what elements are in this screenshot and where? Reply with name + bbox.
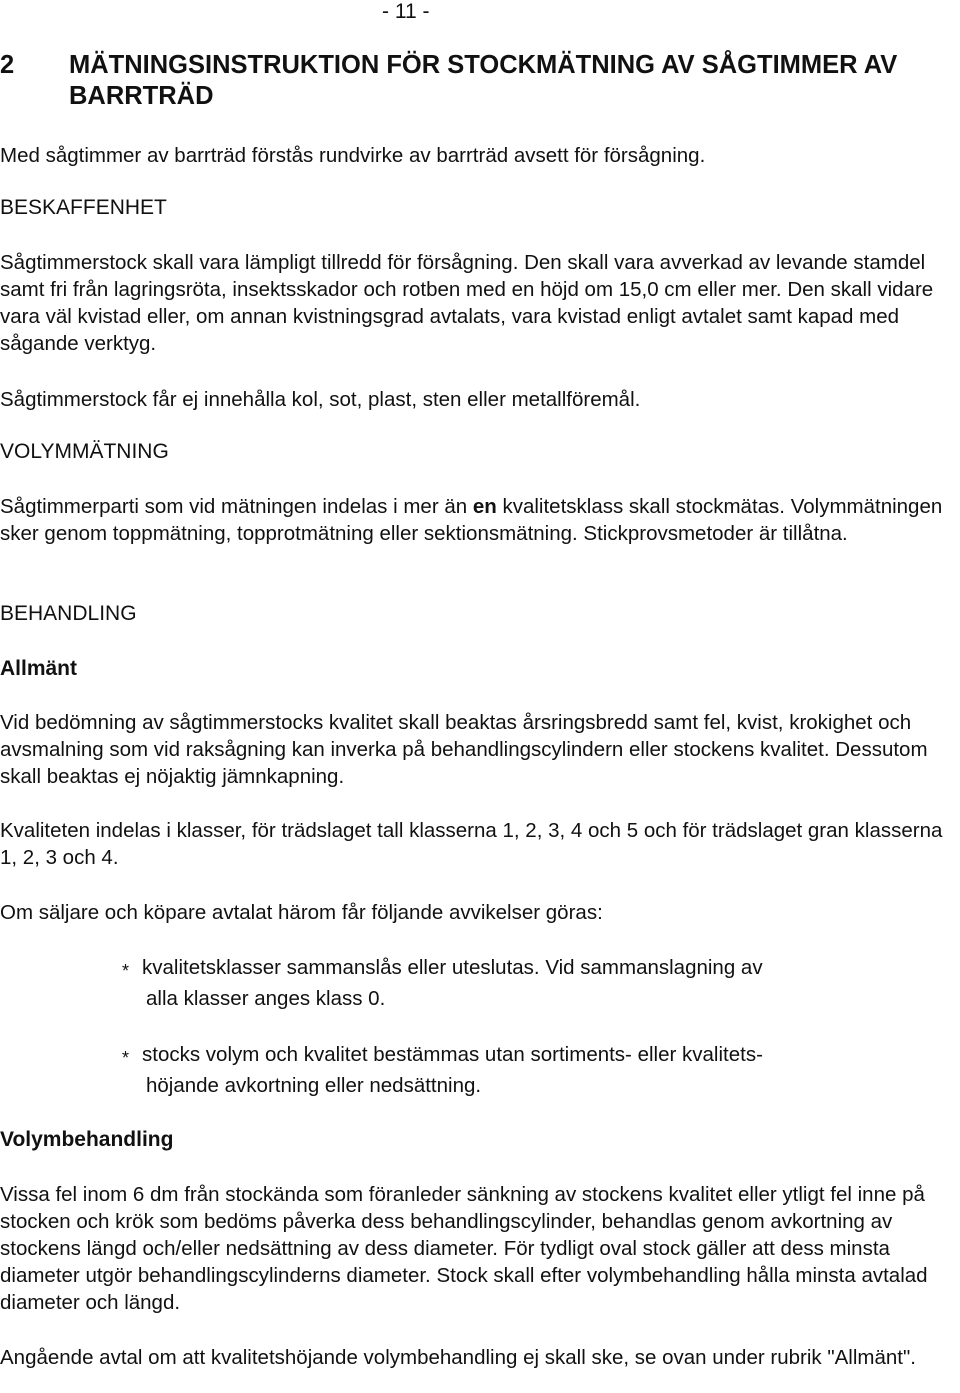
- section-title: MÄTNINGSINSTRUKTION FÖR STOCKMÄTNING AV SÅGTIMMER AV BARRTRÄD: [69, 51, 898, 110]
- bullet-star: *: [122, 961, 130, 981]
- bullet-star: *: [122, 1048, 130, 1068]
- volymmatning-text-b: kvalitetsklass skall stockmätas. Volymmätningen sker genom toppmätning, topprotmätning eller sektionsmätning. Stickprovsmetoder är tillåtna.: [0, 495, 943, 545]
- section-heading: [0, 50, 954, 112]
- volymbehandling-paragraph-1: Vissa fel inom 6 dm från stockända som föranleder sänkning av stockens kvalitet eller ytligt fel inne på stocken och krök som bedöms påverka dess behandlingscylinder, behandlas genom avkortning av stockens längd och/eller nedsättning av dess diameter. För tydligt oval stock gäller att dess minsta diameter utgör behandlingscylinderns diameter. Stock skall efter volymbehandling hålla minsta avtalad diameter och längd.: [0, 1183, 928, 1314]
- list-item-line-1: kvalitetsklasser sammanslås eller uteslutas. Vid sammanslagning av: [142, 956, 763, 979]
- beskaffenhet-paragraph-1: Sågtimmerstock skall vara lämpligt tillredd för försågning. Den skall vara avverkad av levande stamdel samt fri från lagringsröta, insektsskador och rotben med en höjd om 15,0 cm eller mer. Den skall vidare vara väl kvistad eller, om annan kvistningsgrad avtalats, vara kvistad enligt avtalet samt kapad med sågande verktyg.: [0, 251, 934, 355]
- subheading-volymbehandling: Volymbehandling: [0, 1128, 174, 1151]
- list-item-line-2: höjande avkortning eller nedsättning.: [146, 1074, 482, 1097]
- volymmatning-emphasis: en: [472, 495, 497, 518]
- heading-volymmatning: VOLYMMÄTNING: [0, 440, 169, 463]
- heading-behandling: BEHANDLING: [0, 602, 137, 625]
- page-number: - 11 -: [382, 0, 430, 23]
- behandling-paragraph-3: Om säljare och köpare avtalat härom får följande avvikelser göras:: [0, 901, 603, 924]
- section-number: 2: [0, 51, 15, 79]
- list-item-line-1: stocks volym och kvalitet bestämmas utan sortiments- eller kvalitets-: [142, 1043, 763, 1066]
- list-item-line-2: alla klasser anges klass 0.: [146, 987, 386, 1010]
- heading-beskaffenhet: BESKAFFENHET: [0, 196, 167, 219]
- intro-paragraph: Med sågtimmer av barrträd förstås rundvirke av barrträd avsett för försågning.: [0, 144, 706, 167]
- behandling-paragraph-2: Kvaliteten indelas i klasser, för trädslaget tall klasserna 1, 2, 3, 4 och 5 och för trädslaget gran klasserna 1, 2, 3 och 4.: [0, 819, 943, 869]
- beskaffenhet-paragraph-2: Sågtimmerstock får ej innehålla kol, sot, plast, sten eller metallföremål.: [0, 388, 641, 411]
- behandling-paragraph-1: Vid bedömning av sågtimmerstocks kvalitet skall beaktas årsringsbredd samt fel, kvist, krokighet och avsmalning som vid raksågning kan inverka på behandlingscylindern eller stockens kvalitet. Dessutom skall beaktas ej nöjaktig jämnkapning.: [0, 711, 928, 788]
- volymmatning-paragraph: [0, 493, 954, 547]
- subheading-allmant: Allmänt: [0, 657, 78, 680]
- volymmatning-text-a: Sågtimmerparti som vid mätningen indelas i mer än: [0, 495, 473, 518]
- volymbehandling-paragraph-2: Angående avtal om att kvalitetshöjande volymbehandling ej skall ske, se ovan under rubrik "Allmänt".: [0, 1346, 916, 1369]
